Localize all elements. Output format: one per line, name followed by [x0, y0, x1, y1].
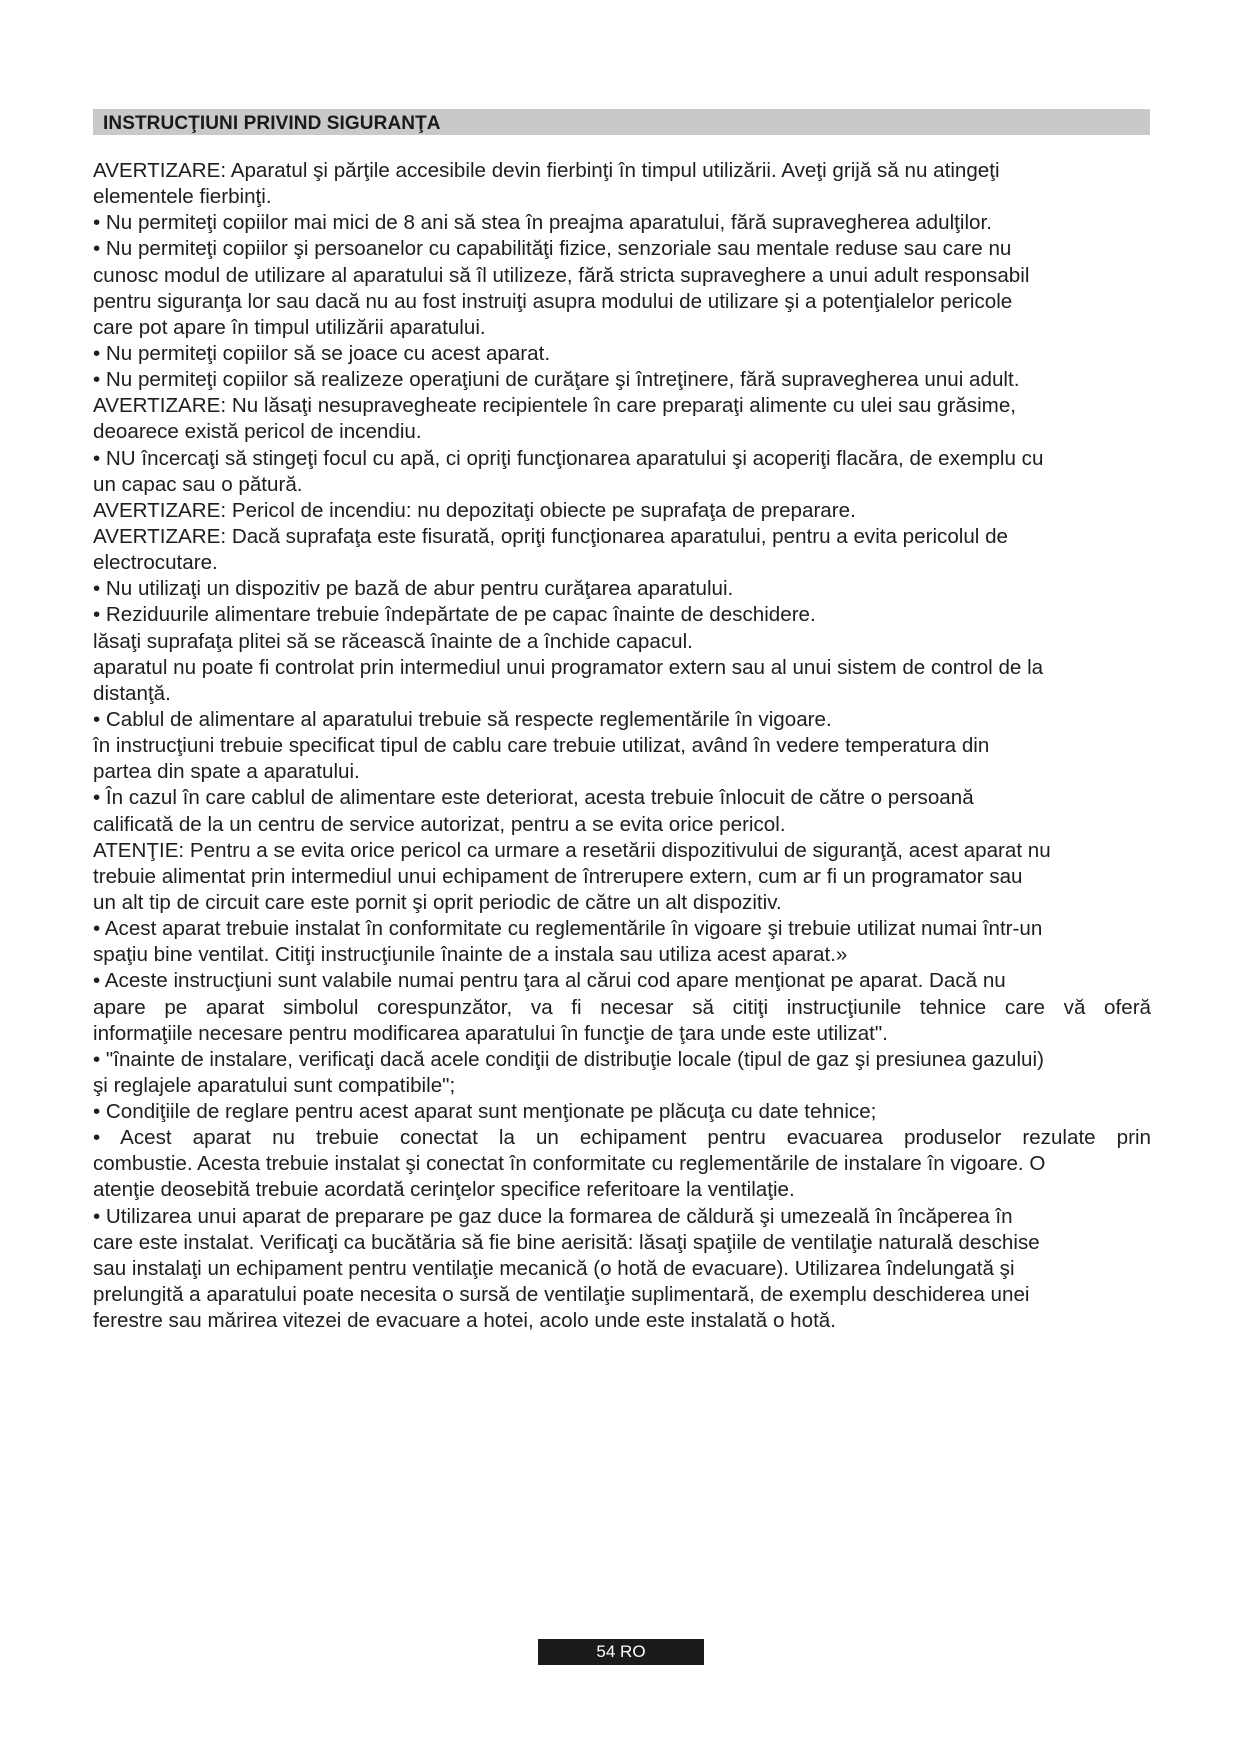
text-line: elementele fierbinţi. — [93, 185, 272, 209]
text-line: AVERTIZARE: Nu lăsaţi nesupravegheate recipientele în care preparaţi alimente cu ulei sau grăsime, — [93, 394, 1016, 418]
text-line: şi reglajele aparatului sunt compatibile"; — [93, 1073, 456, 1097]
text-line: • Reziduurile alimentare trebuie îndepărtate de pe capac înainte de deschidere. — [93, 603, 816, 627]
text-line: pentru siguranţa lor sau dacă nu au fost instruiţi asupra modului de utilizare şi a potenţialelor pericole — [93, 289, 1013, 313]
text-line: ATENŢIE: Pentru a se evita orice pericol ca urmare a resetării dispozitivului de siguranţă, acest aparat nu — [93, 838, 1051, 862]
text-line: un capac sau o pătură. — [93, 472, 303, 496]
section-title: INSTRUCŢIUNI PRIVIND SIGURANŢA — [103, 113, 441, 134]
text-line: combustie. Acesta trebuie instalat şi conectat în conformitate cu reglementările de instalare în vigoare. O — [93, 1152, 1046, 1176]
text-line: electrocutare. — [93, 551, 218, 575]
text-line: • Acest aparat trebuie instalat în conformitate cu reglementările în vigoare şi trebuie utilizat numai într-un — [93, 917, 1043, 941]
text-line: AVERTIZARE: Aparatul şi părţile accesibile devin fierbinţi în timpul utilizării. Aveţi grijă să nu atingeţi — [93, 159, 1000, 182]
text-line: care este instalat. Verificaţi ca bucătăria să fie bine aerisită: lăsaţi spaţiile de ventilaţie naturală deschise — [93, 1230, 1040, 1254]
text-line: prelungită a aparatului poate necesita o sursă de ventilaţie suplimentară, de exemplu deschiderea unei — [93, 1283, 1030, 1307]
text-line: • "înainte de instalare, verificaţi dacă acele condiţii de distribuţie locale (tipul de gaz şi presiunea gazului) — [93, 1047, 1044, 1071]
text-line: AVERTIZARE: Dacă suprafaţa este fisurată, opriţi funcţionarea aparatului, pentru a evita pericolul de — [93, 524, 1009, 548]
section-header-bar — [93, 109, 1150, 135]
text-line: distanţă. — [93, 681, 171, 705]
text-line: în instrucţiuni trebuie specificat tipul de cablu care trebuie utilizat, având în vedere temperatura din — [93, 734, 990, 758]
safety-instructions-text — [93, 158, 1193, 1334]
text-line: • NU încercaţi să stingeţi focul cu apă, ci opriţi funcţionarea aparatului şi acoperiţi flacăra, de exemplu cu — [93, 446, 1044, 470]
text-line: • Utilizarea unui aparat de preparare pe gaz duce la formarea de căldură şi umezeală în încăperea în — [93, 1204, 1013, 1228]
text-line: AVERTIZARE: Pericol de incendiu: nu depozitaţi obiecte pe suprafaţa de preparare. — [93, 498, 856, 522]
text-line: • Condiţiile de reglare pentru acest aparat sunt menţionate pe plăcuţa cu date tehnice; — [93, 1100, 877, 1124]
text-line: lăsaţi suprafaţa plitei să se răcească înainte de a închide capacul. — [93, 629, 693, 653]
text-line: • Aceste instrucţiuni sunt valabile numai pentru ţara al cărui cod apare menţionat pe aparat. Dacă nu — [93, 969, 1006, 993]
text-line: • Nu utilizaţi un dispozitiv pe bază de abur pentru curăţarea aparatului. — [93, 577, 734, 601]
text-line: trebuie alimentat prin intermediul unui echipament de întrerupere extern, cum ar fi un programator sau — [93, 864, 1023, 888]
text-line: deoarece există pericol de incendiu. — [93, 420, 422, 444]
text-line: • În cazul în care cablul de alimentare este deteriorat, acesta trebuie înlocuit de către o persoană — [93, 786, 974, 810]
text-line: • Acest aparat nu trebuie conectat la un echipament pentru evacuarea produselor rezulate prin — [93, 1126, 1151, 1150]
page-number: 54 RO — [596, 1642, 646, 1661]
text-line: sau instalaţi un echipament pentru ventilaţie mecanică (o hotă de evacuare). Utilizarea îndelungată şi — [93, 1256, 1015, 1280]
text-line: apare pe aparat simbolul corespunzător, va fi necesar să citiţi instrucţiunile tehnice care vă oferă — [93, 995, 1151, 1019]
text-line: • Cablul de alimentare al aparatului trebuie să respecte reglementările în vigoare. — [93, 707, 832, 731]
text-line: spaţiu bine ventilat. Citiţi instrucţiunile înainte de a instala sau utiliza acest aparat.» — [93, 943, 848, 967]
text-line: ferestre sau mărirea vitezei de evacuare a hotei, acolo unde este instalată o hotă. — [93, 1309, 836, 1333]
text-line: aparatul nu poate fi controlat prin intermediul unui programator extern sau al unui sistem de control de la — [93, 655, 1044, 679]
text-line: • Nu permiteţi copiilor şi persoanelor cu capabilităţi fizice, senzoriale sau mentale reduse sau care nu — [93, 237, 1012, 261]
text-line: un alt tip de circuit care este pornit şi oprit periodic de către un alt dispozitiv. — [93, 890, 782, 914]
text-line: • Nu permiteţi copiilor să se joace cu acest aparat. — [93, 341, 551, 365]
text-line: • Nu permiteţi copiilor mai mici de 8 ani să stea în preajma aparatului, fără supravegherea adulţilor. — [93, 211, 992, 235]
text-line: care pot apare în timpul utilizării aparatului. — [93, 315, 486, 339]
page-number-box — [538, 1639, 704, 1665]
text-line: • Nu permiteţi copiilor să realizeze operaţiuni de curăţare şi întreţinere, fără supravegherea unui adult. — [93, 368, 1020, 392]
text-line: informaţiile necesare pentru modificarea aparatului în funcţie de ţara unde este utilizat". — [93, 1021, 888, 1045]
text-line: calificată de la un centru de service autorizat, pentru a se evita orice pericol. — [93, 812, 786, 836]
text-line: cunosc modul de utilizare al aparatului să îl utilizeze, fără stricta supraveghere a unui adult responsabil — [93, 263, 1030, 287]
text-line: partea din spate a aparatului. — [93, 760, 360, 784]
text-line: atenţie deosebită trebuie acordată cerinţelor specifice referitoare la ventilaţie. — [93, 1178, 795, 1202]
